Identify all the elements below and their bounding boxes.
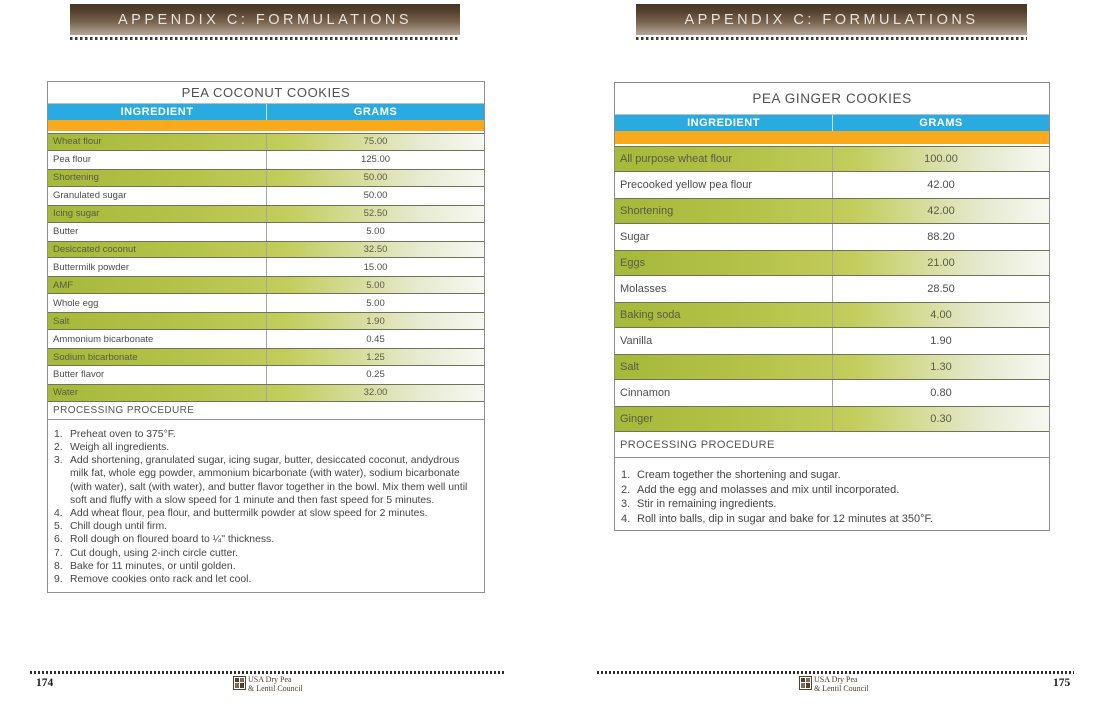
ingredient-name: Precooked yellow pea flour <box>620 179 753 191</box>
step-number: 9. <box>54 574 63 586</box>
ingredient-name: Buttermilk powder <box>53 261 130 273</box>
step-text: Cream together the shortening and sugar. <box>637 469 841 481</box>
step-text: Stir in remaining ingredients. <box>637 498 777 510</box>
logo-line-1: USA Dry Pea <box>814 675 858 684</box>
ingredient-grams: 5.00 <box>266 223 484 241</box>
step-number: 6. <box>54 534 63 546</box>
ingredient-grams: 0.30 <box>832 407 1049 431</box>
ingredient-grams: 88.20 <box>832 224 1049 250</box>
usa-dry-pea-lentil-council-logo <box>233 676 303 693</box>
table-title: PEA COCONUT COOKIES <box>48 82 484 104</box>
table-row <box>48 151 484 169</box>
ingredient-grams: 0.80 <box>832 380 1049 406</box>
footer-dotted-rule <box>30 671 505 674</box>
table-row <box>48 366 484 384</box>
ingredient-name: Icing sugar <box>53 208 100 220</box>
usa-dry-pea-lentil-council-logo <box>799 676 869 693</box>
step-text: Roll dough on floured board to ¼" thickness. <box>70 534 275 546</box>
council-logo-icon <box>233 676 246 690</box>
ingredient-grams: 32.00 <box>266 385 484 401</box>
step-text: Add shortening, granulated sugar, icing sugar, butter, desiccated coconut, andydrous milk fat, whole egg powder, ammonium bicarbonate (with water), sodium bicarbonate (with water), salt (with water), and butter flavor together in the bowl. Mix them well until soft and fluffy with a slow speed for 1 minute and then fast speed for 5 minutes. <box>70 455 468 506</box>
table-row <box>48 223 484 241</box>
table-row <box>615 250 1049 276</box>
step-text: Cut dough, using 2-inch circle cutter. <box>70 547 239 559</box>
table-row <box>48 258 484 276</box>
ingredient-rows <box>615 146 1049 432</box>
procedure-step <box>54 520 480 533</box>
ingredient-name: Wheat flour <box>53 136 102 148</box>
logo-line-2: & Lentil Council <box>248 683 303 693</box>
ingredient-name: All purpose wheat flour <box>620 153 732 165</box>
ingredient-name: Water <box>53 387 78 399</box>
ingredient-name: Salt <box>53 315 70 327</box>
ingredient-grams: 0.25 <box>266 366 484 384</box>
recipe-table-pea-coconut-cookies <box>47 81 485 593</box>
ingredient-name: Whole egg <box>53 297 99 309</box>
column-header-ingredient: INGREDIENT <box>687 117 760 129</box>
ingredient-grams: 1.90 <box>832 328 1049 354</box>
table-row <box>48 187 484 205</box>
table-header-row <box>615 115 1049 131</box>
ingredient-name: Salt <box>620 361 639 373</box>
page-number: 175 <box>1053 677 1071 689</box>
procedure-step <box>54 533 480 546</box>
step-number: 3. <box>621 498 631 510</box>
ingredient-grams: 32.50 <box>266 242 484 258</box>
step-number: 2. <box>621 483 631 496</box>
step-text: Remove cookies onto rack and let cool. <box>70 574 252 586</box>
table-row <box>615 380 1049 406</box>
column-header-grams: GRAMS <box>832 115 1049 131</box>
ingredient-name: Sugar <box>620 231 650 243</box>
ingredient-name: AMF <box>53 279 74 291</box>
ingredient-name: Ammonium bicarbonate <box>53 333 154 345</box>
table-row <box>615 224 1049 250</box>
processing-procedure-label: PROCESSING PROCEDURE <box>615 432 1049 458</box>
procedure-step <box>54 454 480 507</box>
step-number: 1. <box>621 469 631 481</box>
step-number: 4. <box>621 512 631 525</box>
table-row <box>48 384 484 402</box>
step-text: Weigh all ingredients. <box>70 442 170 454</box>
logo-line-1: USA Dry Pea <box>248 675 292 684</box>
ingredient-grams: 50.00 <box>266 170 484 186</box>
table-row <box>615 276 1049 302</box>
table-row <box>615 328 1049 354</box>
ingredient-name: Butter <box>53 226 79 238</box>
ingredient-name: Granulated sugar <box>53 190 127 202</box>
recipe-table-pea-ginger-cookies <box>614 82 1050 531</box>
ingredient-name: Sodium bicarbonate <box>53 351 138 363</box>
ingredient-grams: 21.00 <box>832 251 1049 275</box>
council-logo-text <box>814 676 869 693</box>
ingredient-name: Ginger <box>620 413 654 425</box>
step-number: 1. <box>54 428 63 440</box>
procedure-step <box>54 573 480 586</box>
header-dotted-rule <box>70 37 460 40</box>
table-row <box>48 312 484 330</box>
table-row <box>48 294 484 312</box>
step-text: Add the egg and molasses and mix until incorporated. <box>637 483 900 496</box>
ingredient-name: Molasses <box>620 283 667 295</box>
header-dotted-rule <box>636 37 1027 40</box>
table-row <box>615 198 1049 224</box>
ingredient-grams: 5.00 <box>266 277 484 293</box>
ingredient-grams: 1.25 <box>266 349 484 365</box>
council-logo-text <box>248 676 303 693</box>
ingredient-grams: 4.00 <box>832 303 1049 327</box>
procedure-step <box>54 441 480 454</box>
table-row <box>48 348 484 366</box>
ingredient-grams: 42.00 <box>832 172 1049 198</box>
step-number: 5. <box>54 521 63 533</box>
ingredient-grams: 52.50 <box>266 206 484 222</box>
ingredient-grams: 1.30 <box>832 355 1049 379</box>
table-row <box>615 406 1049 432</box>
procedure-step <box>621 468 1045 483</box>
ingredient-name: Cinnamon <box>620 387 671 399</box>
procedure-step <box>621 483 1045 498</box>
ingredient-grams: 75.00 <box>266 134 484 150</box>
column-header-grams: GRAMS <box>266 104 484 120</box>
ingredient-grams: 125.00 <box>266 151 484 169</box>
table-row <box>48 169 484 187</box>
page-number: 174 <box>36 677 54 689</box>
procedure-step <box>54 507 480 520</box>
orange-divider-row <box>48 120 484 133</box>
ingredient-name: Shortening <box>620 205 674 217</box>
appendix-header-bar: APPENDIX C: FORMULATIONS <box>636 4 1027 35</box>
ingredient-rows <box>48 133 484 402</box>
table-row <box>615 302 1049 328</box>
ingredient-name: Pea flour <box>53 154 92 166</box>
procedure-step <box>621 512 1045 527</box>
table-row <box>48 276 484 294</box>
ingredient-name: Desiccated coconut <box>53 243 136 255</box>
footer-dotted-rule <box>597 671 1074 674</box>
procedure-steps <box>48 420 484 592</box>
table-row <box>615 354 1049 380</box>
ingredient-grams: 42.00 <box>832 199 1049 223</box>
council-logo-icon <box>799 676 812 690</box>
procedure-step <box>54 560 480 573</box>
step-number: 8. <box>54 560 63 572</box>
orange-divider-row <box>615 131 1049 146</box>
step-number: 7. <box>54 547 63 559</box>
procedure-step <box>54 547 480 560</box>
procedure-step <box>54 428 480 441</box>
ingredient-grams: 5.00 <box>266 294 484 312</box>
appendix-header-bar: APPENDIX C: FORMULATIONS <box>70 4 460 35</box>
step-text: Bake for 11 minutes, or until golden. <box>70 560 236 572</box>
procedure-steps <box>615 458 1049 530</box>
processing-procedure-label: PROCESSING PROCEDURE <box>48 402 484 420</box>
table-row <box>48 133 484 151</box>
column-header-ingredient: INGREDIENT <box>120 106 194 118</box>
table-header-row <box>48 104 484 120</box>
table-row <box>48 330 484 348</box>
ingredient-grams: 1.90 <box>266 313 484 329</box>
step-text: Add wheat flour, pea flour, and buttermilk powder at slow speed for 2 minutes. <box>70 508 428 520</box>
ingredient-grams: 50.00 <box>266 187 484 205</box>
step-text: Roll into balls, dip in sugar and bake for 12 minutes at 350°F. <box>637 512 934 525</box>
step-number: 2. <box>54 442 63 454</box>
procedure-step <box>621 497 1045 512</box>
logo-line-2: & Lentil Council <box>814 683 869 693</box>
table-row <box>615 172 1049 198</box>
ingredient-name: Eggs <box>620 257 646 269</box>
ingredient-grams: 0.45 <box>266 330 484 348</box>
table-title: PEA GINGER COOKIES <box>615 83 1049 115</box>
table-row <box>48 241 484 259</box>
step-text: Preheat oven to 375°F. <box>70 428 176 440</box>
ingredient-grams: 15.00 <box>266 258 484 276</box>
ingredient-name: Baking soda <box>620 309 681 321</box>
ingredient-grams: 100.00 <box>832 147 1049 171</box>
ingredient-grams: 28.50 <box>832 276 1049 302</box>
ingredient-name: Vanilla <box>620 335 653 347</box>
ingredient-name: Butter flavor <box>53 369 105 381</box>
step-number: 3. <box>54 455 63 467</box>
step-text: Chill dough until firm. <box>70 521 168 533</box>
step-number: 4. <box>54 508 63 520</box>
table-row <box>48 205 484 223</box>
ingredient-name: Shortening <box>53 172 99 184</box>
table-row <box>615 146 1049 172</box>
